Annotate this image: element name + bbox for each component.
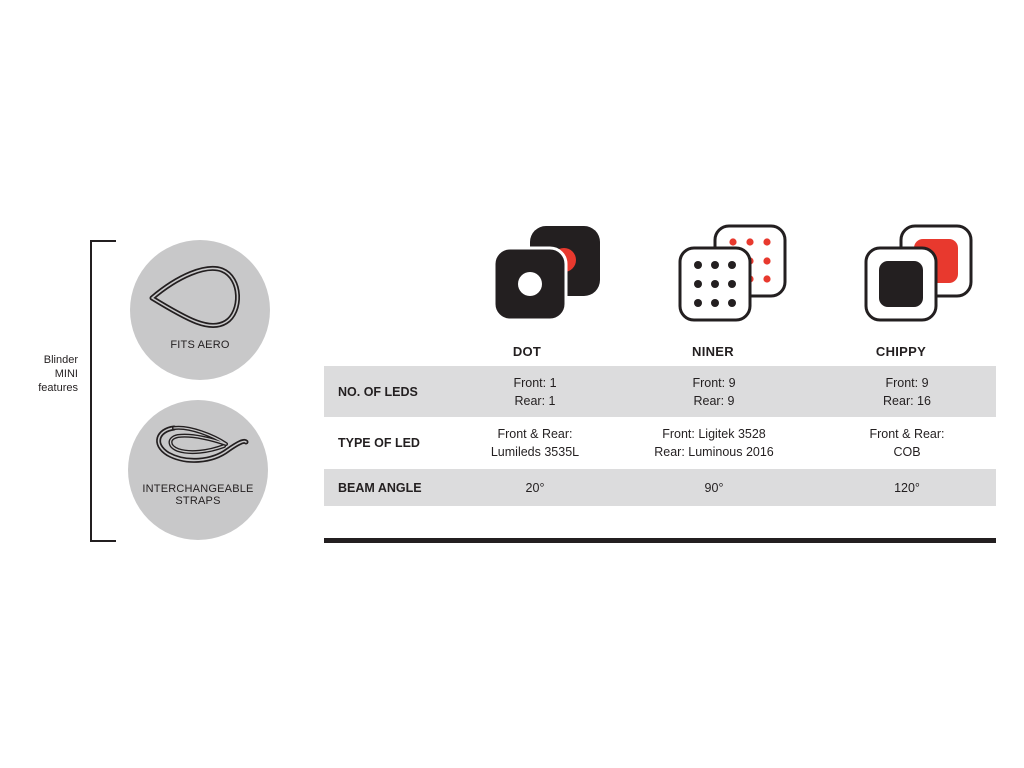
table-cell xyxy=(812,469,1002,506)
spec-table xyxy=(324,366,996,506)
table-row-no-of-leds xyxy=(324,366,996,417)
table-cell xyxy=(619,469,809,506)
table-cell xyxy=(619,417,809,469)
feature-label xyxy=(130,339,270,351)
row-label: TYPE OF LED xyxy=(338,436,420,450)
dot-led-icon xyxy=(494,224,604,324)
cell-line: 120° xyxy=(894,480,920,495)
table-row-type-of-led xyxy=(324,417,996,469)
niner-led-icon xyxy=(678,224,790,326)
feature-interchangeable-straps xyxy=(128,400,268,540)
side-label-line2: MINI xyxy=(54,368,78,380)
feature-label-line2: STRAPS xyxy=(175,495,221,507)
table-cell xyxy=(440,417,630,469)
cell-line: Front: Ligitek 3528 xyxy=(662,427,766,441)
feature-label-line1: FITS AERO xyxy=(170,339,230,351)
cell-line: Rear: 16 xyxy=(883,393,931,408)
table-cell xyxy=(440,366,630,417)
feature-label xyxy=(128,483,268,507)
chippy-led-icon xyxy=(864,224,976,326)
table-cell xyxy=(812,366,1002,417)
side-label-line3: features xyxy=(38,382,78,394)
side-label-line1: Blinder xyxy=(43,354,78,366)
table-bottom-rule xyxy=(324,538,996,543)
column-header-dot: DOT xyxy=(512,344,542,359)
feature-fits-aero xyxy=(130,240,270,380)
table-cell xyxy=(619,366,809,417)
cell-line: COB xyxy=(893,445,921,459)
row-label: NO. OF LEDS xyxy=(338,384,418,399)
table-cell xyxy=(440,469,630,506)
cell-line: Front: 9 xyxy=(885,375,929,390)
cell-line: Rear: 1 xyxy=(514,393,556,408)
table-row-beam-angle xyxy=(324,469,996,506)
cell-line: Lumileds 3535L xyxy=(490,445,580,459)
cell-line: Front: 9 xyxy=(692,375,736,390)
table-cell xyxy=(812,417,1002,469)
features-side-label xyxy=(18,353,78,395)
cell-line: 20° xyxy=(525,480,545,495)
cell-line: Rear: 9 xyxy=(693,393,735,408)
cell-line: Rear: Luminous 2016 xyxy=(654,445,774,459)
strap-icon xyxy=(128,400,268,540)
aero-seatpost-icon xyxy=(130,240,270,380)
cell-line: Front & Rear: xyxy=(497,427,573,441)
cell-line: Front: 1 xyxy=(513,375,557,390)
row-label: BEAM ANGLE xyxy=(338,480,422,495)
feature-label-line1: INTERCHANGEABLE xyxy=(142,483,254,495)
cell-line: Front & Rear: xyxy=(869,427,945,441)
column-header-chippy: CHIPPY xyxy=(875,344,927,359)
features-bracket xyxy=(90,240,116,542)
cell-line: 90° xyxy=(704,480,724,495)
column-header-niner: NINER xyxy=(692,344,734,359)
